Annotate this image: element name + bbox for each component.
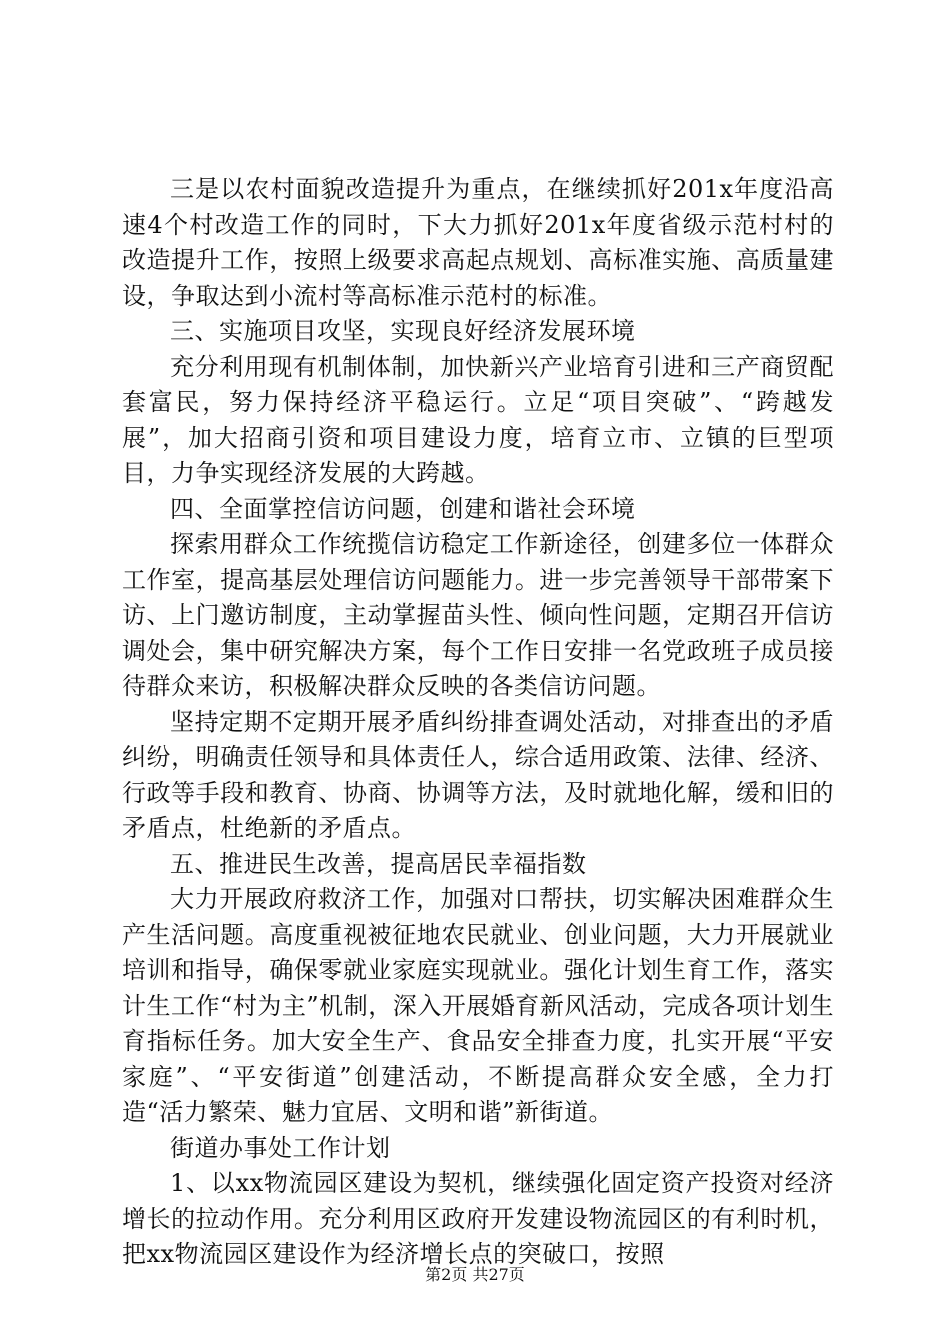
paragraph-livelihood-work: 大力开展政府救济工作，加强对口帮扶，切实解决困难群众生产生活问题。高度重视被征地农民就业、创业问题，大力开展就业培训和指导，确保零就业家庭实现就业。强化计划生育工作，落实计生工作“村为主”机制，深入开展婚育新风活动，完成各项计划生育指标任务。加大安全生产、食品安全排查力度，扎实开展“平安家庭”、“平安街道”创建活动，不断提高群众安全感，全力打造“活力繁荣、魅力宜居、文明和谐”新街道。 [122,885,834,1126]
heading-work-plan: 街道办事处工作计划 [170,1133,391,1162]
paragraph-economic-development: 充分利用现有机制体制，加快新兴产业培育引进和三产商贸配套富民，努力保持经济平稳运行。立足“项目突破”、“跨越发展”，加大招商引资和项目建设力度，培育立市、立镇的巨型项目，力争实现经济发展的大跨越。 [122,352,834,487]
paragraph-petition-work: 探索用群众工作统揽信访稳定工作新途径，创建多位一体群众工作室，提高基层处理信访问题能力。进一步完善领导干部带案下访、上门邀访制度，主动掌握苗头性、倾向性问题，定期召开信访调处会，集中研究解决方案，每个工作日安排一名党政班子成员接待群众来访，积极解决群众反映的各类信访问题。 [122,530,834,700]
paragraph-village-renovation: 三是以农村面貌改造提升为重点，在继续抓好201x年度沿高速4个村改造工作的同时，下大力抓好201x年度省级示范村村的改造提升工作，按照上级要求高起点规划、高标准实施、高质量建设，争取达到小流村等高标准示范村的标准。 [122,175,834,310]
heading-project-breakthrough: 三、实施项目攻坚，实现良好经济发展环境 [170,317,636,345]
document-body [122,172,834,1273]
paragraph-dispute-resolution: 坚持定期不定期开展矛盾纠纷排查调处活动，对排查出的矛盾纠纷，明确责任领导和具体责任人，综合适用政策、法律、经济、行政等手段和教育、协商、协调等方法，及时就地化解，缓和旧的矛盾点，杜绝新的矛盾点。 [122,707,834,842]
heading-petition-issues: 四、全面掌控信访问题，创建和谐社会环境 [170,494,636,523]
page-number-footer: 第2页 共27页 [425,1265,525,1284]
heading-livelihood: 五、推进民生改善，提高居民幸福指数 [170,849,587,878]
paragraph-logistics-park: 1、以xx物流园区建设为契机，继续强化固定资产投资对经济增长的拉动作用。充分利用区政府开发建设物流园区的有利时机，把xx物流园区建设作为经济增长点的突破口，按照 [122,1169,834,1268]
